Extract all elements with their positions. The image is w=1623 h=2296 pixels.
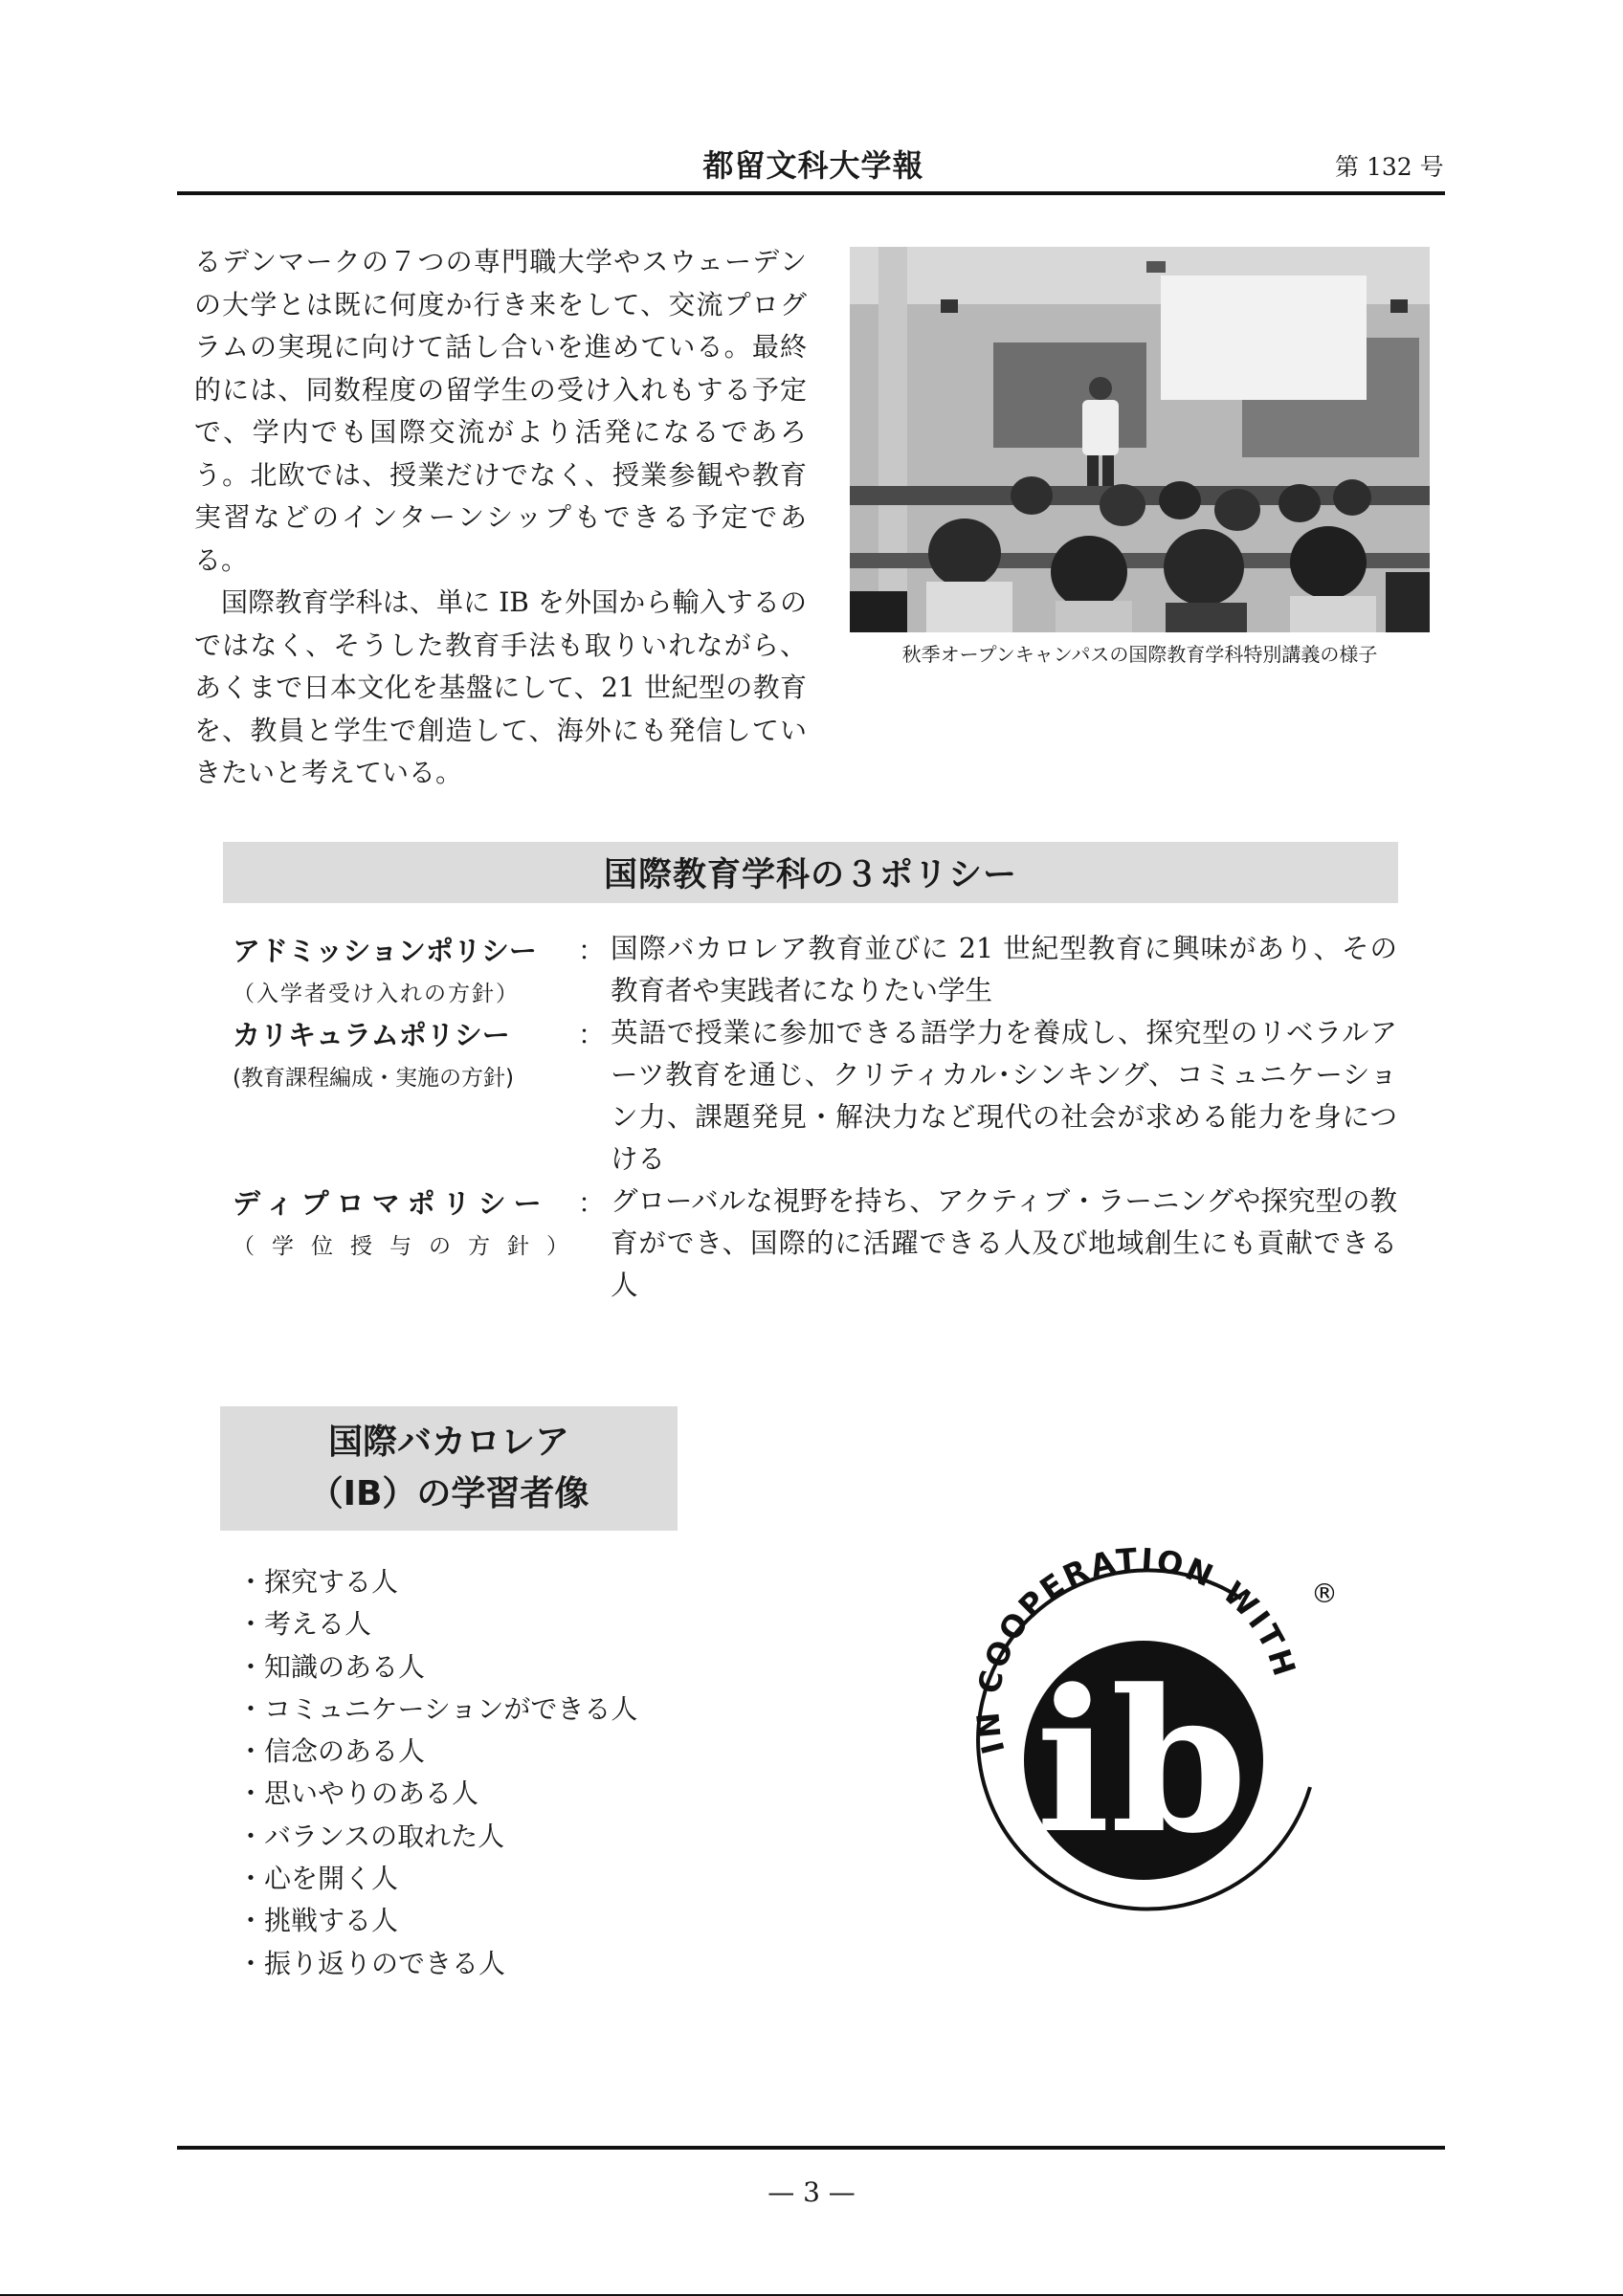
policy-colon: ： [578,935,606,966]
list-item: ・ 信念のある人 [237,1731,637,1773]
list-item: ・ 心を開く人 [237,1858,637,1900]
logo-ring-text: IN COOPERATION WITH [969,1540,1304,1758]
list-item: ・ 知識のある人 [237,1646,637,1689]
intro-paragraph-1: るデンマークの７つの専門職大学やスウェーデンの大学とは既に何度か行き来をして、交流プログラムの実現に向けて話し合いを進めている。最終的には、同数程度の留学生の受け入れもする予定で、学内でも国際交流がより活発になるであろう。北欧では、授業だけでなく、授業参観や教育実習などのインターンシップもできる予定である。 [194,246,807,576]
registered-mark: ® [1311,1578,1338,1609]
policy-description: 国際バカロレア教育並びに 21 世紀型教育に興味があり、その教育者や実践者になりたい学生 [611,933,1397,1006]
list-item: ・ 振り返りのできる人 [237,1943,637,1985]
intro-text [194,241,807,795]
ib-heading-line-1: 国際バカロレア [327,1423,569,1462]
list-item: ・ バランスの取れた人 [237,1816,637,1858]
intro-paragraph-2: 国際教育学科は、単に IB を外国から輸入するのではなく、そうした教育手法も取りいれながら、あくまで日本文化を基盤にして、21 世紀型の教育を、教員と学生で創造して、海外にも発信していきたいと考えている。 [194,586,807,788]
ib-heading-line-2: （IB）の学習者像 [308,1474,589,1513]
list-item: ・ 挑戦する人 [237,1900,637,1942]
policy-description: グローバルな視野を持ち、アクティブ・ラーニングや探究型の教育ができ、国際的に活躍できる人及び地域創生にも貢献できる人 [611,1185,1397,1301]
header-divider [177,191,1445,195]
list-item: ・ 探究する人 [237,1561,637,1603]
logo-mark: ib [1035,1647,1248,1877]
photo-caption: 秋季オープンキャンパスの国際教育学科特別講義の様子 [901,643,1378,666]
learner-profile-list [237,1561,637,1985]
policy-name: ディプロマポリシー [233,1187,549,1220]
policy-name: カリキュラムポリシー [233,1019,510,1051]
footer-divider [177,2146,1445,2150]
ib-logo-icon [933,1526,1364,1956]
issue-number: 第 132 号 [1335,153,1444,181]
ib-heading-box [220,1406,678,1531]
classroom-photo [850,247,1430,632]
list-item: ・ コミュニケーションができる人 [237,1689,637,1731]
policy-description: 英語で授業に参加できる語学力を養成し、探究型のリベラルアーツ教育を通じ、クリティカル･シンキング、コミュニケーション力、課題発見・解決力など現代の社会が求める能力を身につける [611,1017,1397,1175]
policy-name: アドミッションポリシー [233,935,537,967]
policies-heading: 国際教育学科の３ポリシー [603,856,1017,894]
page-number: — 3 — [767,2176,856,2208]
list-item: ・ 考える人 [237,1603,637,1645]
policies-heading-band [223,842,1398,903]
publication-title: 都留文科大学報 [702,147,924,184]
policy-subtitle: （学位授与の方針） [233,1234,586,1259]
policy-subtitle: (教育課程編成・実施の方針) [233,1066,514,1091]
policy-colon: ： [578,1019,606,1050]
policy-subtitle: （入学者受け入れの方針） [233,982,520,1006]
list-item: ・ 思いやりのある人 [237,1773,637,1815]
policy-colon: ： [578,1187,606,1219]
